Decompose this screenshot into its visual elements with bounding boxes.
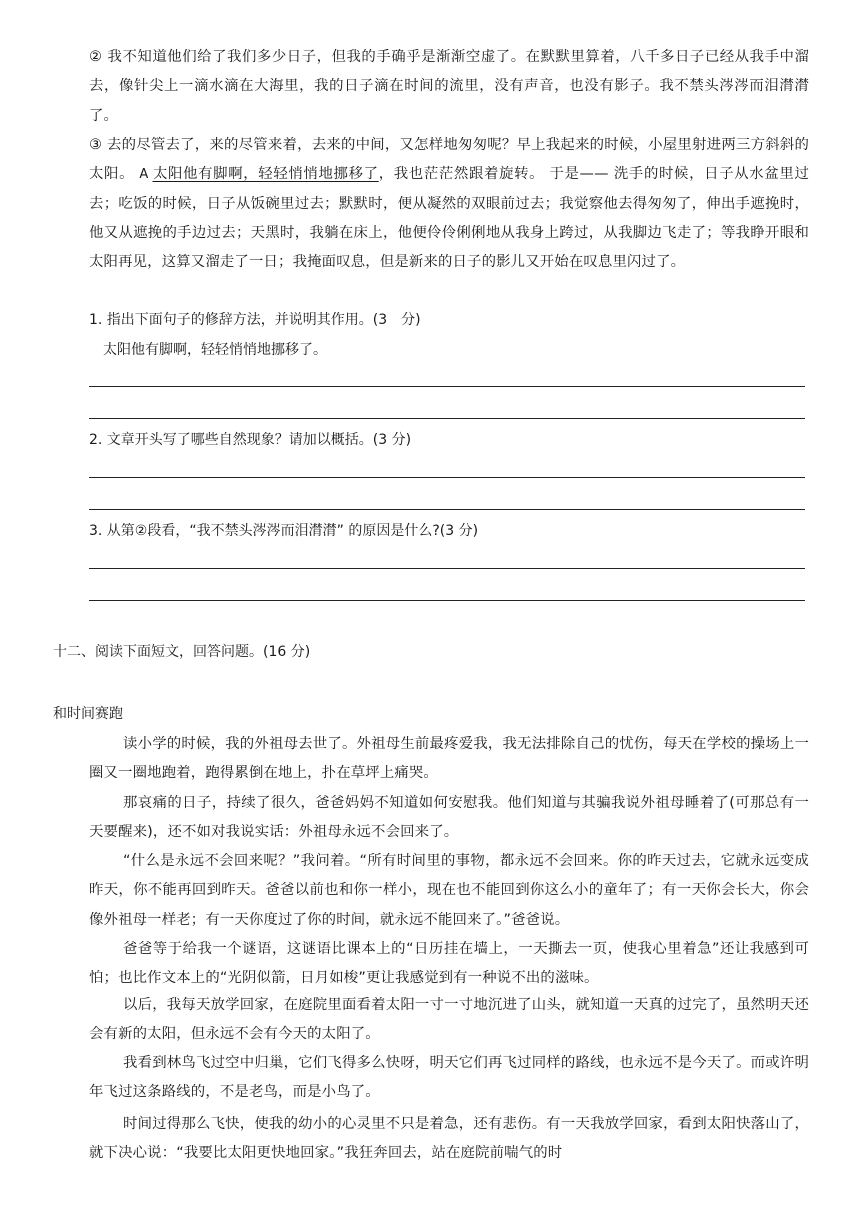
section-12-heading: 十二、阅读下面短文，回答问题。(16 分) [53,644,311,660]
story-paragraph-7: 时间过得那么飞快，使我的幼小的心灵里不只是着急，还有悲伤。有一天我放学回家，看到太阳快落山了，就下决心说：“我要比太阳更快地回家。”我狂奔回去，站在庭院前喘气的时 [89,1116,809,1162]
question-3: 3. 从第②段看，“我不禁头涔涔而泪潸潸” 的原因是什么?(3 分) [89,523,479,539]
answer-line[interactable] [89,509,805,510]
story-paragraph-2: 那哀痛的日子，持续了很久，爸爸妈妈不知道如何安慰我。他们知道与其骗我说外祖母睡着了(可那总有一天要醒来)，还不如对我说实话：外祖母永远不会回来了。 [89,795,809,841]
annotation-marker-a: A [139,167,149,183]
question-1: 1. 指出下面句子的修辞方法，并说明其作用。(3 分) [89,312,421,328]
story-paragraph-4: 爸爸等于给我一个谜语，这谜语比课本上的“日历挂在墙上，一天撕去一页，使我心里着急”还让我感到可怕；也比作文本上的“光阴似箭，日月如梭”更让我感觉到有一种说不出的滋味。 [89,941,809,987]
answer-line[interactable] [89,418,805,419]
story-paragraph-5: 以后，我每天放学回家，在庭院里面看着太阳一寸一寸地沉进了山头，就知道一天真的过完了，虽然明天还会有新的太阳，但永远不会有今天的太阳了。 [89,997,809,1043]
story-paragraph-1: 读小学的时候，我的外祖母去世了。外祖母生前最疼爱我，我无法排除自己的忧伤，每天在学校的操场上一圈又一圈地跑着，跑得累倒在地上，扑在草坪上痛哭。 [89,736,809,782]
answer-line[interactable] [89,600,805,601]
answer-line[interactable] [89,568,805,569]
underlined-sentence: 太阳他有脚啊，轻轻悄悄地挪移了 [152,166,379,183]
paragraph-3-opening: ③ 去的尽管去了，来的尽管来着，去来的中间，又怎样地匆匆呢？早上我起来的时候，小屋里射进两三方斜斜的太阳。 [89,137,809,183]
passage-paragraph-2: ② 我不知道他们给了我们多少日子，但我的手确乎是渐渐空虚了。在默默里算着，八千多日子已经从我手中溜去，像针尖上一滴水滴在大海里，我的日子滴在时间的流里，没有声音，也没有影子。我不禁头涔涔而泪潸潸了。 [89,49,809,124]
story-title: 和时间赛跑 [53,706,123,722]
story-paragraph-6: 我看到林鸟飞过空中归巢，它们飞得多么快呀，明天它们再飞过同样的路线，也永远不是今天了。而或许明年飞过这条路线的，不是老鸟，而是小鸟了。 [89,1055,809,1101]
question-2: 2. 文章开头写了哪些自然现象？请加以概括。(3 分) [89,432,412,448]
answer-line[interactable] [89,477,805,478]
passage-paragraph-3 [89,131,809,277]
paragraph-3-rest: ，我也茫茫然跟着旋转。 于是—— 洗手的时候，日子从水盆里过去；吃饭的时候，日子从饭碗里过去；默默时，便从凝然的双眼前过去；我觉察他去得匆匆了，伸出手遮挽时，他又从遮挽的手边过去；天黑时，我躺在床上，他便伶伶俐俐地从我身上跨过，从我脚边飞走了；等我睁开眼和太阳再见，这算又溜走了一日；我掩面叹息，但是新来的日子的影儿又开始在叹息里闪过了。 [89,166,809,271]
question-1-sentence: 太阳他有脚啊，轻轻悄悄地挪移了。 [103,342,327,358]
answer-line[interactable] [89,386,805,387]
story-paragraph-3: “什么是永远不会回来呢？”我问着。“所有时间里的事物，都永远不会回来。你的昨天过去，它就永远变成昨天，你不能再回到昨天。爸爸以前也和你一样小，现在也不能回到你这么小的童年了；有一天你会长大，你会像外祖母一样老；有一天你度过了你的时间，就永远不能回来了。”爸爸说。 [89,853,809,928]
